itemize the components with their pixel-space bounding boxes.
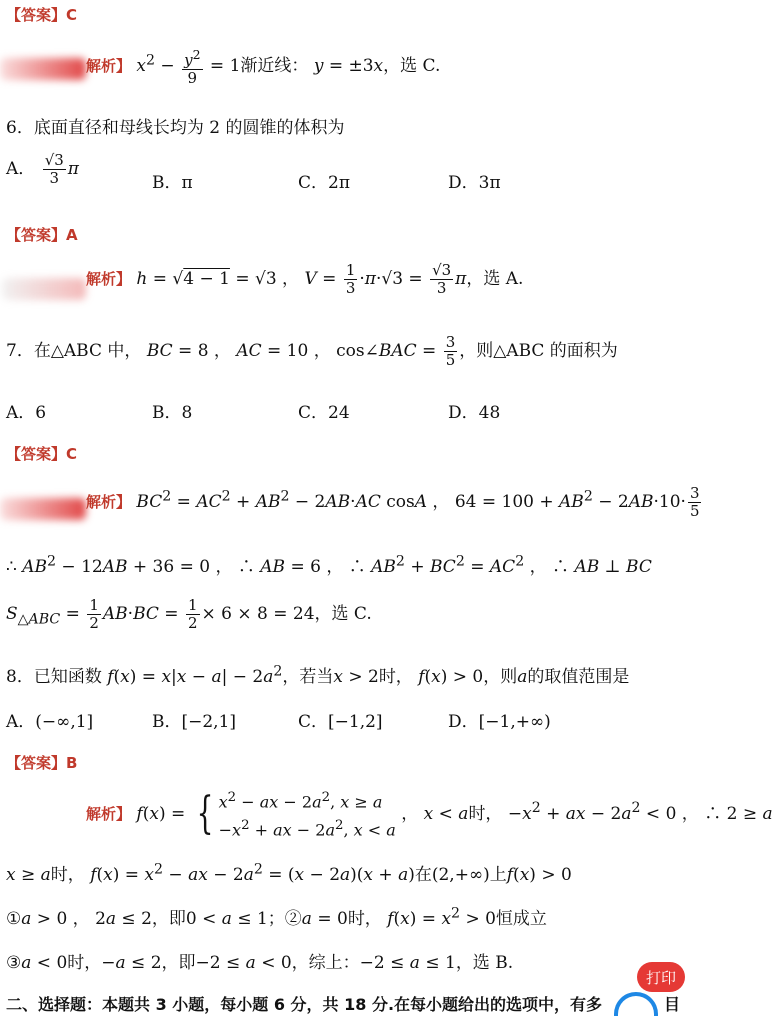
answer-line-q5 [6, 4, 77, 25]
answer-value: C [66, 445, 78, 463]
option-b: B．[−2,1] [152, 712, 237, 732]
answer-line-q8 [6, 752, 77, 773]
explanation-pick: ，选 B. [455, 953, 514, 973]
option-d: D．48 [448, 403, 501, 423]
explanation-label: 解析】 [86, 493, 132, 511]
question-8-stem: 8．已知函数 $f(x) = x|x - a| - 2a^2$，若当x > 2时， f(x) > 0，则a的取值范围是 [6, 663, 630, 687]
question-number: 8． [6, 667, 34, 687]
redaction-blur [0, 498, 86, 520]
explanation-q7-line2: ∴ $AB^2 - 12AB + 36 = 0$ ， ∴ AB = 6 ， ∴ $AB^2 + BC^2 = AC^2$ ， ∴ AB ⊥ BC [6, 553, 652, 577]
explanation-text: ；② [267, 909, 302, 929]
explanation-label: 解析】 [86, 270, 132, 288]
explanation-text: ，即 [151, 909, 186, 929]
explanation-q6: 解析】 h = √4 − 1 = √3 ， V = $\frac{1}{3}$ ·π·√3 = $\frac{√3}{3}$ π，选 A. [86, 261, 524, 297]
answer-label: 【答案】 [6, 6, 67, 24]
option-a: A．6 [6, 403, 47, 423]
question-number: 6． [6, 118, 34, 138]
answer-value: B [66, 754, 78, 772]
explanation-text: 上 [489, 865, 507, 885]
question-number: 7． [6, 341, 34, 361]
explanation-q7-line3: $S_{\triangle ABC}$ = $\frac{1}{2}$ AB·BC = $\frac{1}{2}$ × 6 × 8 = 24，选 C. [6, 596, 372, 632]
explanation-text: 渐近线： [240, 56, 309, 76]
cloud-upload-icon[interactable] [614, 992, 658, 1016]
explanation-pick: ，选 C. [314, 604, 372, 624]
explanation-text: 时， [468, 803, 503, 824]
explanation-label: 解析】 [86, 804, 132, 823]
explanation-text: 在 [414, 865, 432, 885]
answer-label: 【答案】 [6, 226, 67, 244]
question-text-end: 的取值范围是 [527, 667, 630, 687]
explanation-text: 时， [67, 953, 102, 973]
cut-text: 目 [664, 995, 681, 1014]
option-c: C．[−1,2] [298, 712, 383, 732]
redaction-blur [2, 278, 86, 300]
explanation-text: 时， [50, 865, 85, 885]
question-text-post: ，则 [483, 667, 518, 687]
explanation-q8-line2: x ≥ a时， $f(x) = x^2$ − ax − $2a^2 = (x - 2a)(x + a)$在(2,+∞)上f(x) > 0 [6, 861, 572, 885]
explanation-q8-line3: ①a > 0 ， 2a ≤ 2，即0 < a ≤ 1；②a = 0时， $f(x) = x^2 > 0$恒成立 [6, 905, 547, 929]
section-heading: 二、选择题：本题共 3 小题，每小题 6 分，共 18 分.在每小题给出的选项中，有多 [6, 995, 603, 1014]
option-d: D．[−1,+∞) [448, 712, 551, 732]
answer-label: 【答案】 [6, 754, 67, 772]
explanation-text: 恒成立 [495, 909, 547, 929]
circled-number: ① [6, 909, 22, 929]
answer-value: A [66, 226, 78, 244]
explanation-text: 时， [347, 909, 382, 929]
option-c: C．2π [298, 173, 350, 193]
explanation-text: ，综上： [291, 953, 360, 973]
explanation-text: ，即 [161, 953, 196, 973]
question-text-pre: 在△ABC 中， [33, 341, 142, 361]
explanation-pick: ，选 A. [466, 269, 524, 289]
option-a-label: A． [6, 159, 36, 179]
option-b: B．π [152, 173, 193, 193]
redaction-blur [0, 58, 86, 80]
question-text-post: ，则△ABC 的面积为 [459, 341, 618, 361]
explanation-q7: 解析】 $BC^2 = AC^2 + AB^2 - 2AB\cdot AC$ cosA ， $64 = 100 + AB^2 - 2AB\cdot 10\cdot$ $\frac{3}{5}$ [86, 484, 700, 520]
explanation-q8-line4: ③a < 0时，−a ≤ 2，即−2 ≤ a < 0，综上：−2 ≤ a ≤ 1，选 B. [6, 953, 514, 973]
circled-number: ③ [6, 953, 22, 973]
brace-symbol: { [196, 788, 214, 840]
explanation-pick: ，选 C. [383, 56, 441, 76]
explanation-q8: 解析】 f(x) = { $x^2$ − ax − $2a^2$, x ≥ a $-x^2$ + ax − $2a^2$, x < a ， x < a时， $-x^2$ + ax − $2a^2 < 0$ ， ∴ 2 ≥ a [86, 788, 773, 840]
option-d: D．3π [448, 173, 501, 193]
explanation-label: 解析】 [86, 57, 132, 75]
question-6-stem [6, 113, 344, 138]
print-button[interactable]: 打印 [637, 962, 685, 992]
option-c: C．24 [298, 403, 350, 423]
option-a: A． $\frac{√3}{3}$ π [6, 151, 79, 187]
explanation-q5: 解析】 $x^2$ − $\frac{y^2}{9}$ = 1渐近线： y = ±3x，选 C. [86, 47, 441, 87]
question-text-pre: 已知函数 [33, 667, 102, 687]
option-a: A．(−∞,1] [6, 712, 94, 732]
answer-line-q7 [6, 443, 77, 464]
question-text: 底面直径和母线长均为 2 的圆锥的体积为 [33, 118, 345, 138]
answer-line-q6 [6, 224, 78, 245]
answer-value: C [66, 6, 78, 24]
question-7-stem: 7．在△ABC 中， BC = 8 ， AC = 10 ， cos∠BAC = $\frac{3}{5}$ ，则△ABC 的面积为 [6, 333, 618, 369]
question-text-mid2: 时， [378, 667, 413, 687]
question-text-mid: ，若当 [282, 667, 334, 687]
answer-label: 【答案】 [6, 445, 67, 463]
option-b: B．8 [152, 403, 193, 423]
